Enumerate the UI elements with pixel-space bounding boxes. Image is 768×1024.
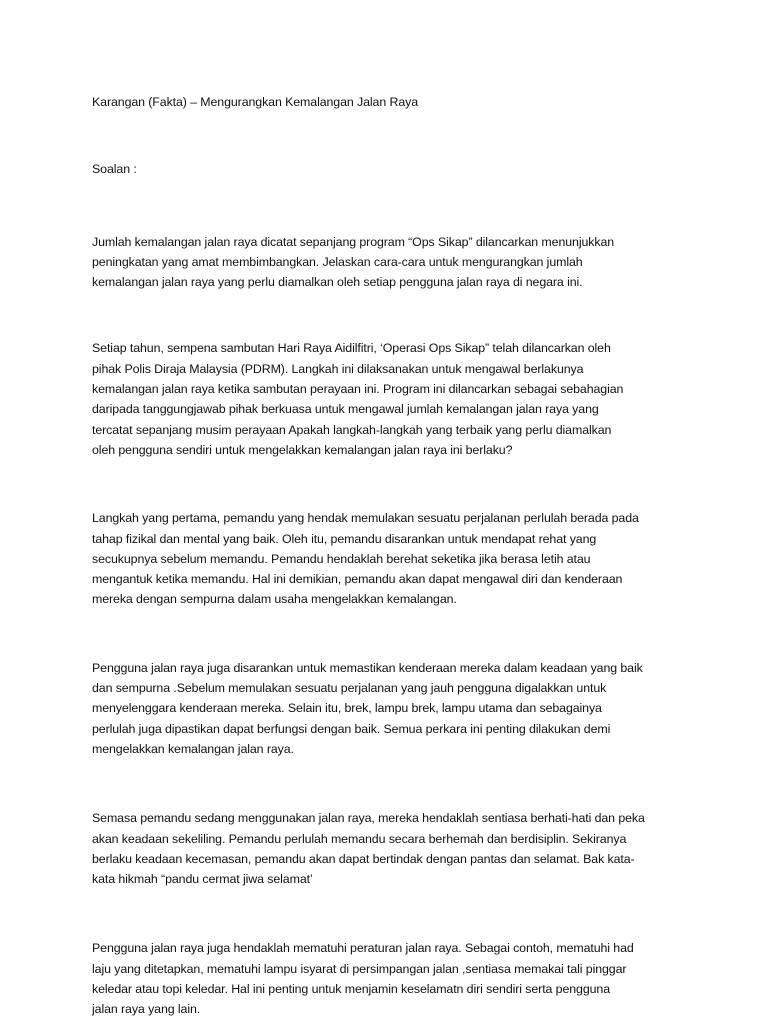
paragraph-line: tahap fizikal dan mental yang baik. Oleh itu, pemandu disarankan untuk mendapat rehat yang — [92, 531, 597, 546]
essay-content — [92, 92, 692, 1020]
paragraph-line: mengantuk ketika memandu. Hal ini demikian, pemandu akan dapat mengawal diri dan kenderaan — [92, 572, 623, 587]
paragraph-line: mereka dengan sempurna dalam usaha mengelakkan kemalangan. — [92, 592, 457, 607]
paragraph-line: Langkah yang pertama, pemandu yang hendak memulakan sesuatu perjalanan perlulah berada pada — [92, 511, 639, 526]
paragraph-line: Setiap tahun, sempena sambutan Hari Raya Aidilfitri, ‘Operasi Ops Sikap” telah dilancarkan oleh — [92, 341, 611, 356]
paragraph-line: secukupnya sebelum memandu. Pemandu hendaklah berehat seketika jika berasa letih atau — [92, 551, 591, 566]
point-paragraph-3 — [92, 808, 692, 889]
paragraph-line: dan sempurna .Sebelum memulakan sesuatu perjalanan yang jauh pengguna digalakkan untuk — [92, 681, 607, 696]
paragraph-line: keledar atau topi keledar. Hal ini penting untuk menjamin keselamatn diri sendiri serta pengguna — [92, 982, 611, 997]
point-paragraph-1 — [92, 508, 692, 609]
paragraph-line: perlulah juga dipastikan dapat berfungsi dengan baik. Semua perkara ini penting dilakukan demi — [92, 721, 611, 736]
paragraph-line: peningkatan yang amat membimbangkan. Jelaskan cara-cara untuk mengurangkan jumlah — [92, 254, 583, 269]
paragraph-line: pihak Polis Diraja Malaysia (PDRM). Langkah ini dilaksanakan untuk mengawal berlakunya — [92, 361, 584, 376]
essay-title: Karangan (Fakta) – Mengurangkan Kemalangan Jalan Raya — [92, 95, 419, 109]
point-paragraph-2 — [92, 658, 692, 759]
paragraph-line: laju yang ditetapkan, mematuhi lampu isyarat di persimpangan jalan ,sentiasa memakai tali pinggar — [92, 961, 627, 976]
point-paragraph-4 — [92, 938, 692, 1019]
paragraph-line: kata hikmah “pandu cermat jiwa selamat’ — [92, 872, 313, 887]
paragraph-line: kemalangan jalan raya ketika sambutan perayaan ini. Program ini dilancarkan sebagai sebahagian — [92, 382, 624, 397]
paragraph-line: Jumlah kemalangan jalan raya dicatat sepanjang program “Ops Sikap” dilancarkan menunjukkan — [92, 234, 615, 249]
paragraph-line: Pengguna jalan raya juga disarankan untuk memastikan kenderaan mereka dalam keadaan yang baik — [92, 660, 643, 675]
paragraph-line: Pengguna jalan raya juga hendaklah mematuhi peraturan jalan raya. Sebagai contoh, mematuhi had — [92, 941, 634, 956]
paragraph-line: oleh pengguna sendiri untuk mengelakkan kemalangan jalan raya ini berlaku? — [92, 442, 513, 457]
intro-paragraph — [92, 338, 692, 460]
paragraph-line: Semasa pemandu sedang menggunakan jalan raya, mereka hendaklah sentiasa berhati-hati dan peka — [92, 811, 645, 826]
paragraph-line: tercatat sepanjang musim perayaan Apakah langkah-langkah yang terbaik yang perlu diamalkan — [92, 422, 612, 437]
paragraph-line: mengelakkan kemalangan jalan raya. — [92, 741, 294, 756]
paragraph-line: kemalangan jalan raya yang perlu diamalkan oleh setiap pengguna jalan raya di negara ini. — [92, 275, 583, 290]
question-label: Soalan : — [92, 162, 137, 177]
paragraph-line: jalan raya yang lain. — [92, 1002, 201, 1017]
question-paragraph — [92, 232, 692, 293]
paragraph-line: menyelenggara kenderaan mereka. Selain itu, brek, lampu brek, lampu utama dan sebagainya — [92, 701, 602, 716]
paragraph-line: akan keadaan sekeliling. Pemandu perlulah memandu secara berhemah dan berdisiplin. Sekiranya — [92, 831, 627, 846]
paragraph-line: daripada tanggungjawab pihak berkuasa untuk mengawal jumlah kemalangan jalan raya yang — [92, 402, 599, 417]
paragraph-line: berlaku keadaan kecemasan, pemandu akan dapat bertindak dengan pantas dan selamat. Bak kata- — [92, 851, 635, 866]
